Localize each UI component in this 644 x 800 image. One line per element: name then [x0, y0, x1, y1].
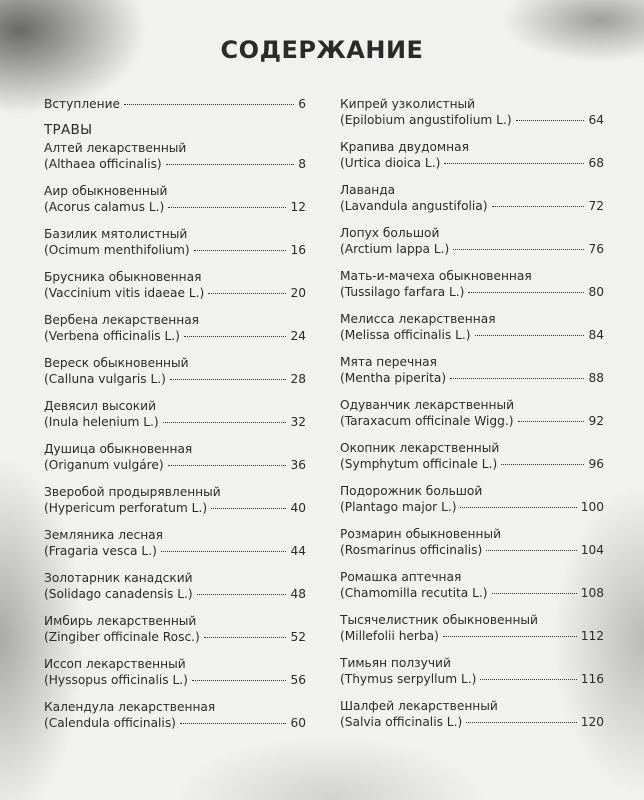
toc-entry-line — [340, 628, 604, 644]
latin-name: (Urtica dioica L.) — [340, 156, 441, 170]
plant-name: Ромашка аптечная — [340, 570, 462, 584]
latin-name: (Zingiber officinale Rosc.) — [44, 630, 200, 644]
toc-entry-line — [44, 500, 306, 516]
latin-name: (Taraxacum officinale Wigg.) — [340, 414, 514, 428]
latin-name: (Rosmarinus officinalis) — [340, 543, 483, 557]
latin-name: (Inula helenium L.) — [44, 415, 159, 429]
toc-entry-line — [44, 414, 306, 430]
dot-leader — [211, 508, 286, 509]
toc-entry[interactable] — [340, 268, 604, 300]
latin-name: (Tussilago farfara L.) — [340, 285, 465, 299]
plant-name: Мать-и-мачеха обыкновенная — [340, 269, 532, 283]
toc-entry[interactable] — [44, 484, 306, 516]
latin-name: (Origanum vulgáre) — [44, 458, 164, 472]
toc-page-number: 20 — [290, 286, 306, 300]
plant-name: Календула лекарственная — [44, 700, 216, 714]
toc-entry-line — [340, 585, 604, 601]
toc-entry[interactable] — [44, 656, 306, 688]
plant-name: Брусника обыкновенная — [44, 270, 202, 284]
toc-entry-line — [340, 413, 604, 429]
plant-name: Аир обыкновенный — [44, 184, 168, 198]
dot-leader — [450, 378, 584, 379]
toc-entry-line — [44, 629, 306, 645]
toc-page-number: 12 — [290, 200, 306, 214]
plant-name: Девясил высокий — [44, 399, 156, 413]
dot-leader — [444, 163, 584, 164]
toc-entry[interactable] — [44, 183, 306, 215]
latin-name: (Arctium lappa L.) — [340, 242, 450, 256]
toc-page-number: 36 — [290, 458, 306, 472]
toc-entry-label: Вступление — [44, 97, 121, 111]
toc-page-number: 56 — [290, 673, 306, 687]
plant-name: Лаванда — [340, 183, 396, 197]
toc-page-number: 116 — [580, 672, 604, 686]
plant-name: Вереск обыкновенный — [44, 356, 189, 370]
toc-entry[interactable] — [340, 440, 604, 472]
dot-leader — [163, 422, 287, 423]
dot-leader — [516, 120, 585, 121]
dot-leader — [460, 507, 576, 508]
plant-name: Мелисса лекарственная — [340, 312, 496, 326]
toc-entry[interactable] — [44, 570, 306, 602]
toc-page-number: 64 — [588, 113, 604, 127]
toc-entry[interactable] — [340, 354, 604, 386]
plant-name: Зверобой продырявленный — [44, 485, 221, 499]
toc-entry[interactable] — [340, 698, 604, 730]
dot-leader — [197, 594, 287, 595]
section-heading: ТРАВЫ — [44, 122, 93, 138]
toc-entry-line — [340, 241, 604, 257]
toc-entry[interactable] — [340, 397, 604, 429]
dot-leader — [180, 723, 287, 724]
latin-name: (Thymus serpyllum L.) — [340, 672, 477, 686]
dot-leader — [468, 292, 584, 293]
dot-leader — [168, 207, 286, 208]
toc-entry[interactable] — [44, 699, 306, 731]
latin-name: (Hyssopus officinalis L.) — [44, 673, 188, 687]
latin-name: (Solidago canadensis L.) — [44, 587, 193, 601]
dot-leader — [170, 379, 287, 380]
dot-leader — [161, 551, 287, 552]
toc-page-number: 96 — [588, 457, 604, 471]
plant-name: Золотарник канадский — [44, 571, 193, 585]
toc-page-number: 100 — [580, 500, 604, 514]
toc-page-number: 48 — [290, 587, 306, 601]
plant-name: Кипрей узколистный — [340, 97, 476, 111]
toc-entry-line — [44, 242, 306, 258]
latin-name: (Acorus calamus L.) — [44, 200, 165, 214]
toc-left-list — [44, 140, 306, 731]
latin-name: (Calluna vulgaris L.) — [44, 372, 166, 386]
latin-name: (Althaea officinalis) — [44, 157, 162, 171]
toc-entry-line — [340, 370, 604, 386]
toc-entry[interactable] — [340, 139, 604, 171]
toc-entry[interactable] — [44, 441, 306, 473]
latin-name: (Calendula officinalis) — [44, 716, 176, 730]
dot-leader — [204, 637, 287, 638]
dot-leader — [486, 550, 576, 551]
toc-entry-line — [44, 586, 306, 602]
toc-entry-line — [340, 112, 604, 128]
toc-page-number: 104 — [580, 543, 604, 557]
plant-name: Имбирь лекарственный — [44, 614, 197, 628]
toc-entry[interactable] — [44, 527, 306, 559]
plant-name: Мята перечная — [340, 355, 437, 369]
plant-name: Окопник лекарственный — [340, 441, 500, 455]
toc-entry[interactable] — [340, 225, 604, 257]
toc-page-number: 92 — [588, 414, 604, 428]
toc-entry[interactable] — [340, 655, 604, 687]
dot-leader — [166, 164, 295, 165]
latin-name: (Verbena officinalis L.) — [44, 329, 180, 343]
toc-entry[interactable] — [340, 569, 604, 601]
toc-entry-intro[interactable] — [44, 96, 306, 112]
dot-leader — [443, 636, 577, 637]
toc-page-number: 16 — [290, 243, 306, 257]
toc-page-number: 68 — [588, 156, 604, 170]
plant-name: Вербена лекарственная — [44, 313, 199, 327]
toc-right-list — [340, 96, 604, 730]
plant-name: Подорожник большой — [340, 484, 483, 498]
toc-page-number: 112 — [580, 629, 604, 643]
toc-page-number: 108 — [580, 586, 604, 600]
toc-entry[interactable] — [340, 612, 604, 644]
toc-entry[interactable] — [340, 311, 604, 343]
dot-leader — [453, 249, 584, 250]
toc-page-number: 52 — [290, 630, 306, 644]
latin-name: (Vaccinium vitis idaeae L.) — [44, 286, 205, 300]
dot-leader — [492, 206, 585, 207]
toc-page-number: 44 — [290, 544, 306, 558]
latin-name: (Melissa officinalis L.) — [340, 328, 471, 342]
dot-leader — [208, 293, 286, 294]
toc-page-number: 6 — [298, 97, 306, 111]
toc-page-number: 76 — [588, 242, 604, 256]
plant-name: Шалфей лекарственный — [340, 699, 498, 713]
plant-name: Одуванчик лекарственный — [340, 398, 515, 412]
toc-page-number: 40 — [290, 501, 306, 515]
dot-leader — [518, 421, 585, 422]
plant-name: Тысячелистник обыкновенный — [340, 613, 538, 627]
toc-entry-line — [44, 457, 306, 473]
toc-entry-line — [44, 371, 306, 387]
dot-leader — [475, 335, 585, 336]
toc-page-number: 88 — [588, 371, 604, 385]
dot-leader — [168, 465, 287, 466]
toc-page-number: 72 — [588, 199, 604, 213]
plant-name: Иссоп лекарственный — [44, 657, 186, 671]
plant-name: Розмарин обыкновенный — [340, 527, 501, 541]
toc-left-column — [44, 96, 306, 742]
toc-entry[interactable] — [44, 355, 306, 387]
latin-name: (Lavandula angustifolia) — [340, 199, 488, 213]
dot-leader — [480, 679, 576, 680]
latin-name: (Symphytum officinale L.) — [340, 457, 498, 471]
plant-name: Алтей лекарственный — [44, 141, 187, 155]
latin-name: (Salvia officinalis L.) — [340, 715, 463, 729]
toc-entry[interactable] — [44, 269, 306, 301]
toc-entry-line — [44, 543, 306, 559]
latin-name: (Plantago major L.) — [340, 500, 457, 514]
plant-name: Лопух большой — [340, 226, 440, 240]
dot-leader — [501, 464, 584, 465]
toc-page-number: 120 — [580, 715, 604, 729]
toc-entry[interactable] — [44, 140, 306, 172]
latin-name: (Hypericum perforatum L.) — [44, 501, 208, 515]
toc-page-number: 60 — [290, 716, 306, 730]
toc-entry-line — [340, 499, 604, 515]
toc-entry[interactable] — [44, 613, 306, 645]
toc-right-column — [340, 96, 604, 741]
toc-page-number: 84 — [588, 328, 604, 342]
toc-entry-line — [44, 328, 306, 344]
dot-leader — [192, 680, 287, 681]
dot-leader — [124, 104, 294, 105]
toc-entry[interactable] — [44, 398, 306, 430]
toc-entry[interactable] — [44, 312, 306, 344]
latin-name: (Chamomilla recutita L.) — [340, 586, 488, 600]
plant-name: Душица обыкновенная — [44, 442, 193, 456]
toc-entry-line — [340, 284, 604, 300]
toc-entry-line — [340, 714, 604, 730]
toc-entry[interactable] — [44, 226, 306, 258]
dot-leader — [466, 722, 577, 723]
latin-name: (Mentha piperita) — [340, 371, 447, 385]
plant-name: Тимьян ползучий — [340, 656, 451, 670]
toc-entry[interactable] — [340, 483, 604, 515]
toc-entry-line — [340, 671, 604, 687]
toc-entry[interactable] — [340, 526, 604, 558]
toc-entry-line — [340, 155, 604, 171]
latin-name: (Epilobium angustifolium L.) — [340, 113, 512, 127]
toc-entry-line — [44, 715, 306, 731]
toc-entry-line — [44, 156, 306, 172]
latin-name: (Millefolii herba) — [340, 629, 439, 643]
latin-name: (Ocimum menthifolium) — [44, 243, 190, 257]
toc-page-number: 8 — [298, 157, 306, 171]
plant-name: Базилик мятолистный — [44, 227, 188, 241]
dot-leader — [492, 593, 577, 594]
plant-name: Крапива двудомная — [340, 140, 469, 154]
toc-entry-line — [340, 456, 604, 472]
toc-entry[interactable] — [340, 182, 604, 214]
toc-entry-line — [44, 199, 306, 215]
toc-entry-line — [44, 285, 306, 301]
dot-leader — [184, 336, 287, 337]
toc-entry-line — [340, 542, 604, 558]
toc-page-number: 80 — [588, 285, 604, 299]
toc-page-number: 32 — [290, 415, 306, 429]
toc-page-number: 28 — [290, 372, 306, 386]
toc-entry-line — [340, 327, 604, 343]
latin-name: (Fragaria vesca L.) — [44, 544, 157, 558]
toc-page-number: 24 — [290, 329, 306, 343]
toc-entry-line — [340, 198, 604, 214]
toc-entry-line — [44, 96, 306, 112]
dot-leader — [194, 250, 287, 251]
plant-name: Земляника лесная — [44, 528, 163, 542]
toc-entry[interactable] — [340, 96, 604, 128]
page-title: СОДЕРЖАНИЕ — [220, 36, 424, 64]
toc-entry-line — [44, 672, 306, 688]
